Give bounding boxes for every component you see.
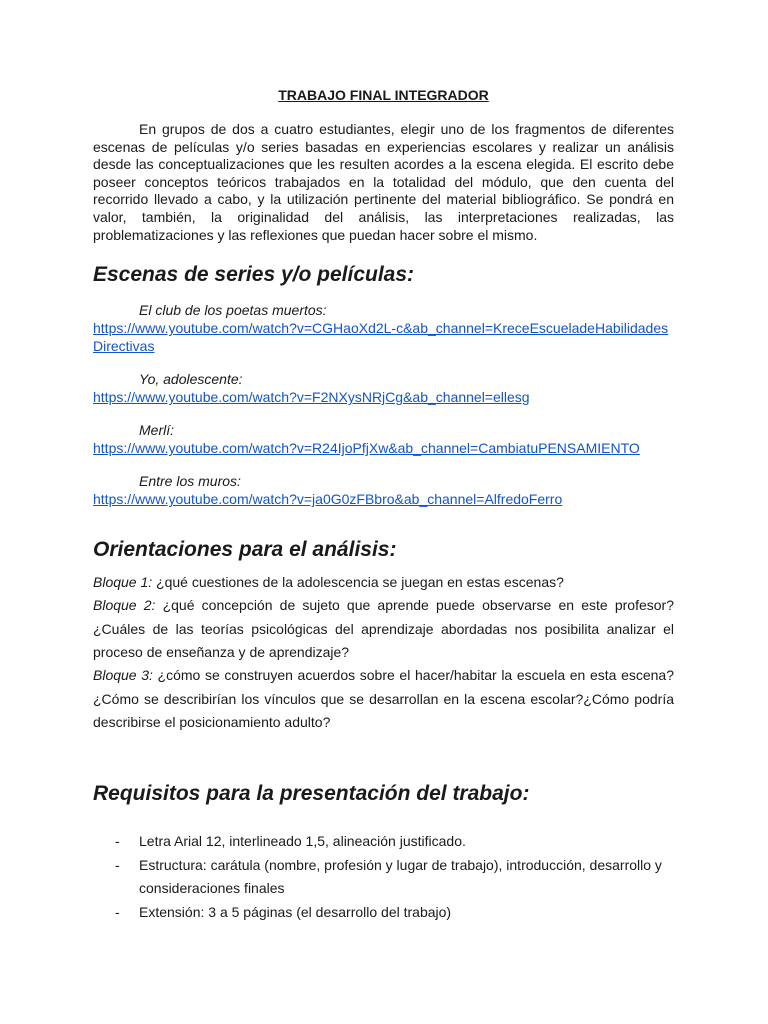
scene-item (93, 370, 674, 406)
document-title: TRABAJO FINAL INTEGRADOR (278, 87, 489, 103)
question-block (93, 571, 674, 594)
scene-item (93, 472, 674, 508)
requirements-list (93, 830, 674, 924)
list-item (93, 901, 674, 925)
question-block (93, 594, 674, 664)
scene-item (93, 421, 674, 457)
block-text: ¿qué concepción de sujeto que aprende puede observarse en este profesor? ¿Cuáles de las teorías psicológicas del aprendizaje abordadas nos posibilita analizar el proceso de enseñanza y de aprendizaje? (93, 597, 674, 661)
intro-paragraph: En grupos de dos a cuatro estudiantes, elegir uno de los fragmentos de diferentes escenas de películas y/o series basadas en experiencias escolares y realizar un análisis desde las conceptualizaciones que les resulten acordes a la escena elegida. El escrito debe poseer conceptos teóricos trabajados en la totalidad del módulo, que den cuenta del recorrido llevado a cabo, y la utilización pertinente del material bibliográfico. Se pondrá en valor, también, la originalidad del análisis, las interpretaciones realizadas, las problematizaciones y las reflexiones que puedan hacer sobre el mismo. (93, 121, 674, 243)
block-text: ¿cómo se construyen acuerdos sobre el hacer/habitar la escuela en esta escena? ¿Cómo se describirían los vínculos que se desarrollan en la escena escolar?¿Cómo podría describirse el posicionamiento adulto? (93, 667, 674, 730)
scene-title: Yo, adolescente: (139, 371, 243, 388)
scene-link[interactable]: https://www.youtube.com/watch?v=ja0G0zFBbro&ab_channel=AlfredoFerro (93, 491, 563, 508)
list-bullet: - (115, 856, 120, 873)
block-label: Bloque 3: (93, 667, 153, 684)
scene-item (93, 301, 674, 355)
scene-link[interactable]: https://www.youtube.com/watch?v=CGHaoXd2L-c&ab_channel=KreceEscueladeHabilidadesDirectivas (93, 320, 669, 355)
list-item-text: Extensión: 3 a 5 páginas (el desarrollo del trabajo) (139, 903, 452, 920)
list-item-text: Estructura: carátula (nombre, profesión y lugar de trabajo), introducción, desarrollo y consideraciones finales (139, 856, 662, 897)
scene-link[interactable]: https://www.youtube.com/watch?v=R24IjoPfjXw&ab_channel=CambiatuPENSAMIENTO (93, 440, 640, 457)
block-label: Bloque 1: (93, 574, 153, 591)
list-item (93, 830, 674, 854)
list-item-text: Letra Arial 12, interlineado 1,5, alineación justificado. (139, 833, 466, 850)
scene-title: Entre los muros: (139, 473, 241, 490)
scenes-heading: Escenas de series y/o películas: (93, 263, 415, 287)
list-bullet: - (115, 903, 120, 920)
list-item (93, 854, 674, 901)
scene-title: El club de los poetas muertos: (139, 302, 327, 319)
requirements-heading: Requisitos para la presentación del trabajo: (93, 782, 530, 806)
document-page (93, 86, 674, 924)
block-text: ¿qué cuestiones de la adolescencia se juegan en estas escenas? (152, 574, 564, 591)
list-bullet: - (115, 833, 120, 850)
scene-title: Merlí: (139, 422, 174, 439)
orientations-heading: Orientaciones para el análisis: (93, 538, 397, 562)
scene-link[interactable]: https://www.youtube.com/watch?v=F2NXysNRjCg&ab_channel=ellesg (93, 389, 530, 406)
orientation-questions (93, 571, 674, 734)
block-label: Bloque 2: (93, 597, 156, 614)
question-block (93, 664, 674, 734)
